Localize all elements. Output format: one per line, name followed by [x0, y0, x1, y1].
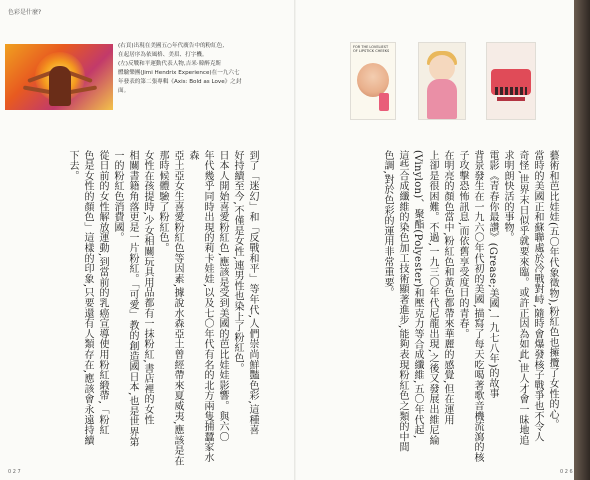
left-folio: 0 2 7 — [8, 469, 21, 475]
caption-line: 面。 — [118, 88, 130, 94]
text-line: 好持續至今,不僅是女性,連男性也染上了粉紅色。 — [232, 150, 243, 374]
book-gutter — [294, 0, 296, 480]
text-line: 一的粉紅色消費國。 — [112, 150, 123, 243]
album-cover-figure — [49, 66, 71, 106]
text-line: 上卻是很困難。不過,一九三〇年代尼龍出現,之後又發展出維尼綸 — [427, 150, 438, 446]
text-line: 求明朗快活的事物。 — [502, 150, 513, 243]
vintage-ad-beauty — [350, 42, 396, 120]
text-line: 色是女性的顏色」這樣的印象,只要還有人類存在,應該會永遠持續 — [82, 150, 93, 446]
caption-line: (左)反戰和平運動代表人物,吉米‧韓醉克斯 — [118, 61, 222, 67]
right-page-body — [336, 150, 560, 466]
text-line: 從日前的女性解放運動,到當前的乳癌宣導使用粉紅緞帶,「粉紅 — [97, 150, 108, 436]
ad-product-illustration — [379, 93, 389, 111]
text-line: 奇怪,世界末日似乎就要來臨。或許正因為如此,世人才會一昧地追 — [517, 150, 528, 446]
vintage-ad-typewriter — [486, 42, 536, 120]
caption-line: 在起居序為依風格、美眉、打字機。 — [118, 52, 208, 58]
vintage-ad-pinup — [418, 42, 466, 120]
typewriter-keys — [495, 87, 527, 95]
ad-heading: FOR THE LOVELIEST OF LIPSTICK CHEEKS — [353, 45, 390, 53]
text-line: 子攻擊恐怖訊息,而依舊享受度日的青春。 — [457, 150, 468, 339]
text-line: 藝術和芭比娃娃(五〇年代象徵物),粉紅色也擁攬了女性的心。 — [547, 150, 558, 430]
text-line: 當時的美國正和蘇聯處於冷戰對峙,隨時會爆發核子戰爭也不令人 — [532, 150, 543, 442]
ad-face-illustration — [429, 55, 455, 81]
text-line: 色調,對於色彩的運用非常重要。 — [382, 150, 393, 298]
text-line: 年代幾乎同時出現的莉卡娃娃,以及七〇年代有名的北方兩隻捕蠶家水森 — [187, 150, 213, 463]
text-line: 這些合成纖維的染色加工技術顯著進步,能夠表現粉紅色之類的中間 — [397, 150, 408, 453]
text-line: 日本人開始喜愛粉紅色,應該是受到美國的芭比娃娃影響。與六〇 — [217, 150, 228, 442]
running-head: 色彩是什麼? — [8, 9, 42, 16]
ad-face-illustration — [357, 63, 389, 97]
album-cover-image — [5, 44, 113, 110]
text-line: 那時候體驗了粉紅色。 — [157, 150, 168, 253]
text-line: 在明亮的顏色當中,粉紅色和黃色都帶來華麗的感覺,但在運用 — [442, 150, 453, 425]
text-line: 電影《青春你最讚》(Grease;美國,一九七八年)的故事 — [487, 150, 498, 399]
text-line: (Vinylon)、聚酯(Polyester)和壓克力等合成纖維,五〇年代起, — [412, 150, 423, 439]
left-page-body — [38, 150, 260, 466]
caption-line: 年發表的第二張專輯《Axis: Bold as Love》之封 — [118, 79, 242, 85]
text-line: 背景發生在一九六〇年代初的美國,描寫了每天吃喝著歌音機流瀉的核 — [472, 150, 483, 463]
text-line: 下去。 — [67, 150, 78, 181]
right-folio: 0 2 6 — [560, 469, 573, 475]
text-line: 亞土亞女生喜愛粉紅色等因素,據說水森亞土曾經帶來夏威夷,應該是在 — [172, 150, 183, 466]
typewriter-base — [497, 97, 525, 101]
text-line: 相關書籍角落更是一片粉紅。「可愛」教的創造國日本,也是世界第 — [127, 150, 138, 448]
caption-line: (右頁)出現在美國五○年代廣告中的粉紅色, — [118, 43, 225, 49]
ad-dress-illustration — [427, 79, 457, 119]
facing-page-edge — [574, 0, 590, 480]
text-line: 女性在孩提時,少女相關玩具用品都有一抹粉紅,書店裡的女性 — [142, 150, 153, 425]
text-line: 到了「迷幻」和「反戰和平」等年代,人們崇尚鮮豔色彩,這種喜 — [247, 150, 258, 436]
image-caption — [118, 42, 246, 96]
caption-line: 體驗樂團(Jimi Hendrix Experience)在一九六七 — [118, 70, 240, 76]
